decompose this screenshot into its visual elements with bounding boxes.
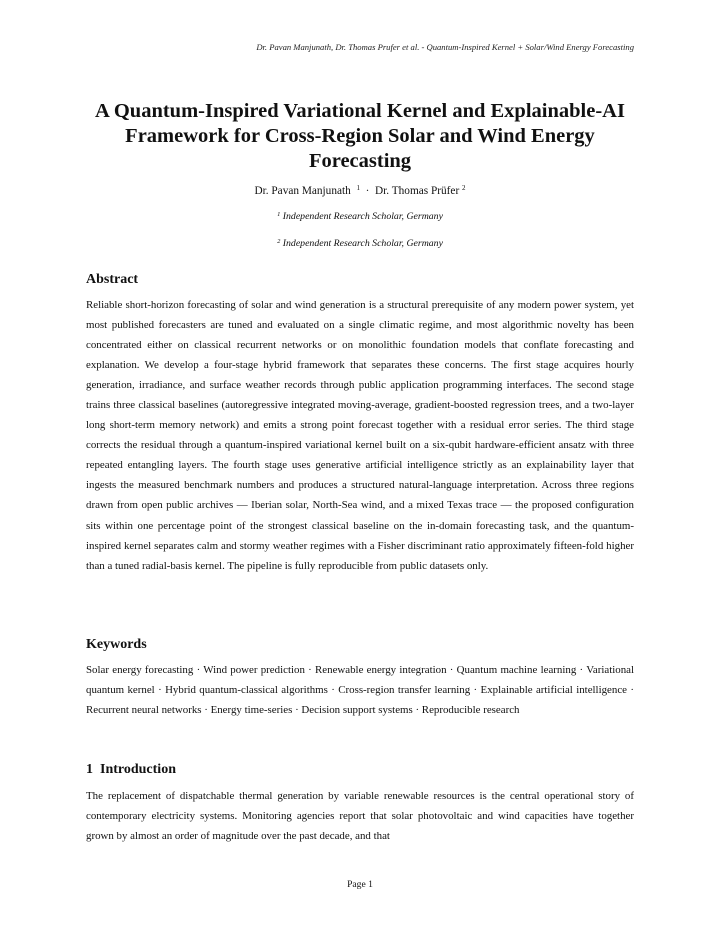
author-name: Dr. Thomas Prüfer	[375, 185, 460, 197]
author-name: Dr. Pavan Manjunath	[254, 185, 351, 197]
abstract-heading: Abstract	[86, 272, 139, 287]
author-affiliation-marker: 2	[462, 184, 466, 192]
introduction-text: The replacement of dispatchable thermal generation by variable renewable resources is the central operational story of contemporary electricity systems. Monitoring agencies report that solar photovoltaic and wind capacities have together grown by almost an order of magnitude over the past decade, and that	[86, 790, 634, 843]
introduction-heading: 1 Introduction	[86, 762, 176, 777]
page-number: Page 1	[347, 879, 373, 890]
affiliation	[80, 236, 640, 250]
keywords-heading: Keywords	[86, 637, 147, 652]
affiliation-marker: 1	[277, 211, 281, 218]
author-line	[80, 181, 640, 198]
affiliation-marker: 2	[277, 238, 281, 245]
title-line: A Quantum-Inspired Variational Kernel and Explainable-AI	[95, 100, 625, 122]
paper-title	[80, 99, 640, 174]
running-header: Dr. Pavan Manjunath, Dr. Thomas Prufer et al. - Quantum-Inspired Kernel + Solar/Wind Energy Forecasting	[256, 42, 634, 52]
affiliation-text: Independent Research Scholar, Germany	[282, 211, 443, 222]
author-affiliation-marker: 1	[356, 184, 360, 192]
title-line: Forecasting	[308, 150, 412, 172]
keywords-text: Solar energy forecasting · Wind power prediction · Renewable energy integration · Quantum machine learning · Variational quantum kernel · Hybrid quantum-classical algorithms · Cross-region transfer learning · Explainable artificial intelligence · Recurrent neural networks · Energy time-series · Decision support systems · Reproducible research	[86, 664, 634, 717]
affiliation	[80, 209, 640, 223]
abstract-text: Reliable short-horizon forecasting of solar and wind generation is a structural prerequisite of any modern power system, yet most published forecasters are tuned and evaluated on a single climatic regime, and most algorithmic novelty has been concentrated either on classical recurrent networks or on monolithic foundation models that conflate forecasting and explanation. We develop a four-stage hybrid framework that separates these concerns. The first stage acquires hourly generation, irradiance, and surface weather records through public application programming interfaces. The second stage trains three classical baselines (autoregressive integrated moving-average, gradient-boosted regression trees, and a two-layer long short-term memory network) and emits a strong point forecast together with a residual error series. The third stage corrects the residual through a quantum-inspired variational kernel built on a six-qubit hardware-efficient ansatz with three repeated entangling layers. The fourth stage uses generative artificial intelligence strictly as an explainability layer that ingests the measured benchmark numbers and produces a structured natural-language interpretation. Across three regions drawn from open public archives — Iberian solar, North-Sea wind, and a mixed Texas trace — the proposed configuration sits within one percentage point of the strongest classical baseline on the in-domain forecasting task, and the quantum-inspired kernel separates calm and stormy weather regimes with a Fisher discriminant ratio approximately fifteen-fold higher than a tuned radial-basis kernel. The pipeline is fully reproducible from public datasets only.	[86, 299, 634, 572]
title-line: Framework for Cross-Region Solar and Wind Energy	[125, 125, 595, 147]
affiliation-text: Independent Research Scholar, Germany	[282, 238, 443, 249]
author-separator: ·	[365, 185, 370, 197]
